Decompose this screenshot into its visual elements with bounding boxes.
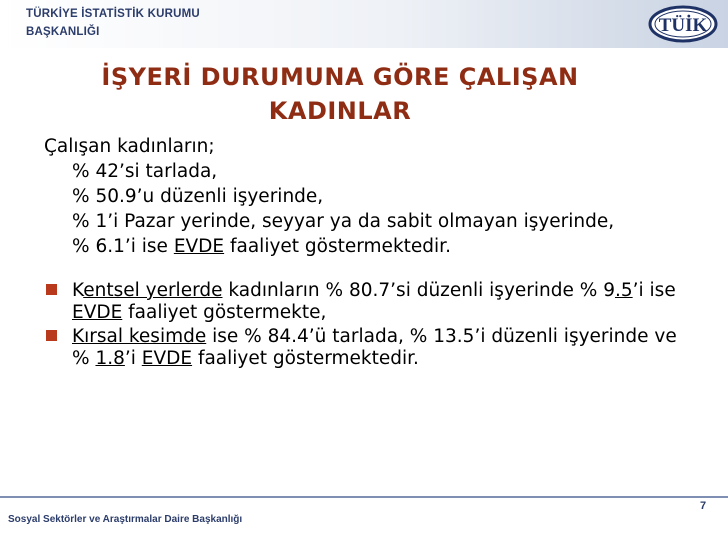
title-line-2: KADINLAR bbox=[268, 97, 412, 125]
logo-text: TÜİK bbox=[658, 15, 708, 36]
stat-regular-workplace: % 50.9’u düzenli işyerinde, bbox=[72, 186, 324, 207]
stat-home-evde: EVDE bbox=[173, 236, 225, 257]
title-line-1: İŞYERİ DURUMUNA GÖRE ÇALIŞAN bbox=[101, 63, 579, 91]
bullet-marker bbox=[46, 284, 57, 295]
stat-home bbox=[44, 236, 684, 258]
footer-department: Sosyal Sektörler ve Araştırmalar Daire Başkanlığı bbox=[8, 514, 243, 525]
bullet-rural bbox=[44, 326, 684, 370]
page-title bbox=[40, 60, 640, 128]
bullet-urban-k: K bbox=[72, 280, 84, 301]
bullet-urban-text-3: faaliyet göstermekte, bbox=[122, 302, 327, 323]
bullet-rural-evde: EVDE bbox=[141, 348, 193, 369]
bullet-rural-text-1: ise % 84.4’ü tarlada, % 13.5’i düzenli işyerinde ve % bbox=[72, 326, 677, 369]
tuik-logo bbox=[648, 4, 718, 44]
stat-field: % 42’si tarlada, bbox=[72, 161, 218, 182]
bullet-urban-label: entsel yerlerde bbox=[83, 280, 223, 301]
bullet-rural-text-2: ’i bbox=[124, 348, 142, 369]
footer-divider bbox=[0, 496, 728, 498]
bullet-rural-label: Kırsal kesimde bbox=[72, 326, 207, 347]
bullet-urban bbox=[44, 280, 684, 324]
bullet-marker bbox=[46, 330, 57, 341]
bullet-urban-text-1: kadınların % 80.7’si düzenli işyerinde % 9 bbox=[222, 280, 615, 301]
bullet-urban-decimal: .5 bbox=[614, 280, 633, 301]
organization-name bbox=[26, 5, 200, 41]
stat-market-place: % 1’i Pazar yerinde, seyyar ya da sabit olmayan işyerinde, bbox=[72, 211, 615, 232]
bullet-urban-evde: EVDE bbox=[72, 302, 123, 323]
intro-text: Çalışan kadınların; bbox=[44, 136, 215, 157]
stat-home-prefix: % 6.1’i ise bbox=[72, 236, 174, 257]
stat-home-suffix: faaliyet göstermektedir. bbox=[224, 236, 451, 257]
bullet-rural-value: 1.8 bbox=[95, 348, 125, 369]
slide-content bbox=[44, 136, 684, 370]
page-number: 7 bbox=[700, 500, 707, 512]
spacer bbox=[44, 258, 684, 278]
org-line-1: TÜRKİYE İSTATİSTİK KURUMU bbox=[26, 8, 200, 20]
org-line-2: BAŞKANLIĞI bbox=[26, 26, 100, 38]
bullet-urban-text-2: ’i ise bbox=[632, 280, 676, 301]
bullet-rural-text-3: faaliyet göstermektedir. bbox=[192, 348, 419, 369]
